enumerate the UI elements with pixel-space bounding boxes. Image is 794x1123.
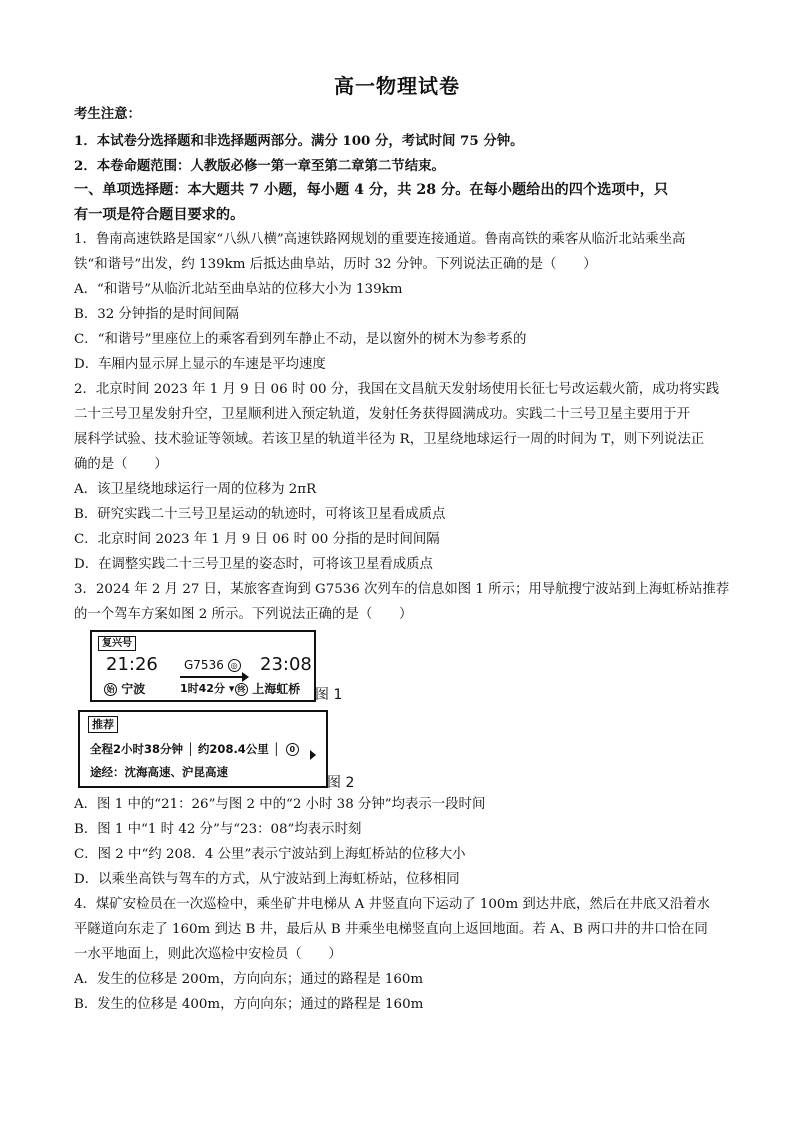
- question-1-option-d: D．车厢内显示屏上显示的车速是平均速度: [74, 357, 326, 372]
- question-4-stem-line-1: 4．煤矿安检员在一次巡检中，乘坐矿井电梯从 A 井竖直向下运动了 100m 到达井底，然后在井底又沿着水: [74, 897, 710, 912]
- route-summary: [90, 741, 299, 757]
- question-2-stem-line-1: 2．北京时间 2023 年 1 月 9 日 06 时 00 分，我国在文昌航天发射场使用长征七号改运载火箭，成功将实践: [74, 382, 720, 397]
- figure-2-caption: 图 2: [327, 775, 355, 791]
- question-3-option-b: B．图 1 中“1 时 42 分”与“23：08”均表示时刻: [74, 822, 362, 837]
- question-1-option-a: A．“和谐号”从临沂北站至曲阜站的位移大小为 139km: [74, 282, 403, 297]
- arrival-station-name: 上海虹桥: [252, 682, 301, 696]
- departure-station-name: 宁波: [121, 682, 146, 696]
- question-2-stem-line-2: 二十三号卫星发射升空，卫星顺利进入预定轨道，发射任务获得圆满成功。实践二十三号卫星主要用于开: [74, 407, 690, 422]
- train-number: [184, 658, 241, 672]
- question-3-stem-line-1: 3．2024 年 2 月 27 日，某旅客查询到 G7536 次列车的信息如图 1 所示；用导航搜宁波站到上海虹桥站推荐: [74, 582, 730, 597]
- route-summary-text: 全程2小时38分钟 │ 约208.4公里 │: [90, 742, 280, 756]
- question-2-stem-line-4: 确的是（ ）: [74, 457, 168, 472]
- arrival-time: 23:08: [260, 654, 312, 675]
- question-2-option-b: B．研究实践二十三号卫星运动的轨迹时，可将该卫星看成质点: [74, 507, 446, 522]
- departure-badge-icon: 始: [104, 683, 117, 696]
- page-title: 高一物理试卷: [334, 74, 460, 98]
- recommend-tag: 推荐: [88, 716, 118, 733]
- question-2-option-a: A．该卫星绕地球运行一周的位移为 2πR: [74, 482, 317, 497]
- question-1-stem-line-1: 1．鲁南高速铁路是国家“八纵八横”高速铁路网规划的重要连接通道。鲁南高铁的乘客从临沂北站乘坐高: [74, 232, 686, 247]
- notice-header: 考生注意：: [74, 106, 141, 122]
- toll-badge-icon: 0: [286, 743, 299, 756]
- notice-item-1: 1．本试卷分选择题和非选择题两部分。满分 100 分，考试时间 75 分钟。: [74, 133, 524, 149]
- departure-station: [104, 680, 145, 697]
- notice-item-2: 2．本卷命题范围：人教版必修一第一章至第二章第二节结束。: [74, 158, 445, 174]
- question-2-option-d: D．在调整实践二十三号卫星的姿态时，可将该卫星看成质点: [74, 557, 433, 572]
- travel-duration-text: 1时42分: [180, 682, 225, 695]
- chevron-right-icon[interactable]: [310, 750, 316, 760]
- question-3-option-d: D．以乘坐高铁与驾车的方式，从宁波站到上海虹桥站，位移相同: [74, 872, 460, 887]
- train-info-badge-icon: ◎: [228, 659, 241, 672]
- question-2-stem-line-3: 展科学试验、技术验证等领域。若该卫星的轨道半径为 R，卫星绕地球运行一周的时间为 T，则下列说法正: [74, 432, 705, 447]
- question-3-stem-line-2: 的一个驾车方案如图 2 所示。下列说法正确的是（ ）: [74, 607, 413, 622]
- question-1-stem-line-2: 铁“和谐号”出发，约 139km 后抵达曲阜站，历时 32 分钟。下列说法正确的是（ ）: [74, 257, 597, 272]
- question-2-option-c: C．北京时间 2023 年 1 月 9 日 06 时 00 分指的是时间间隔: [74, 532, 440, 547]
- section-heading-line-2: 有一项是符合题目要求的。: [74, 207, 245, 223]
- figure-1-caption: 图 1: [315, 687, 343, 703]
- question-3-option-a: A．图 1 中的“21：26”与图 2 中的“2 小时 38 分钟”均表示一段时间: [74, 797, 486, 812]
- train-type-tag: 复兴号: [98, 636, 136, 651]
- question-4-option-a: A．发生的位移是 200m，方向向东；通过的路程是 160m: [74, 972, 424, 987]
- duration-dropdown-icon: ▾: [228, 682, 235, 695]
- figure-2-route-card: [78, 710, 328, 788]
- question-1-option-b: B．32 分钟指的是时间间隔: [74, 307, 240, 322]
- question-4-stem-line-3: 一水平地面上，则此次巡检中安检员（ ）: [74, 947, 342, 962]
- route-via: 途经：沈海高速、沪昆高速: [90, 765, 228, 779]
- question-3-option-c: C．图 2 中“约 208．4 公里”表示宁波站到上海虹桥站的位移大小: [74, 847, 466, 862]
- travel-duration: [180, 680, 234, 696]
- figure-1-train-card: [90, 630, 316, 702]
- route-arrow-line: [180, 676, 244, 678]
- arrival-badge-icon: 终: [235, 683, 248, 696]
- section-heading-line-1: 一、单项选择题：本大题共 7 小题，每小题 4 分，共 28 分。在每小题给出的四个选项中，只: [74, 182, 669, 198]
- departure-time: 21:26: [106, 654, 158, 675]
- arrival-station: [235, 680, 300, 697]
- train-number-text: G7536: [184, 658, 224, 672]
- question-1-option-c: C．“和谐号”里座位上的乘客看到列车静止不动，是以窗外的树木为参考系的: [74, 332, 527, 347]
- question-4-option-b: B．发生的位移是 400m，方向向东；通过的路程是 160m: [74, 997, 424, 1012]
- question-4-stem-line-2: 平隧道向东走了 160m 到达 B 井，最后从 B 井乘坐电梯竖直向上返回地面。若 A、B 两口井的井口恰在同: [74, 922, 708, 937]
